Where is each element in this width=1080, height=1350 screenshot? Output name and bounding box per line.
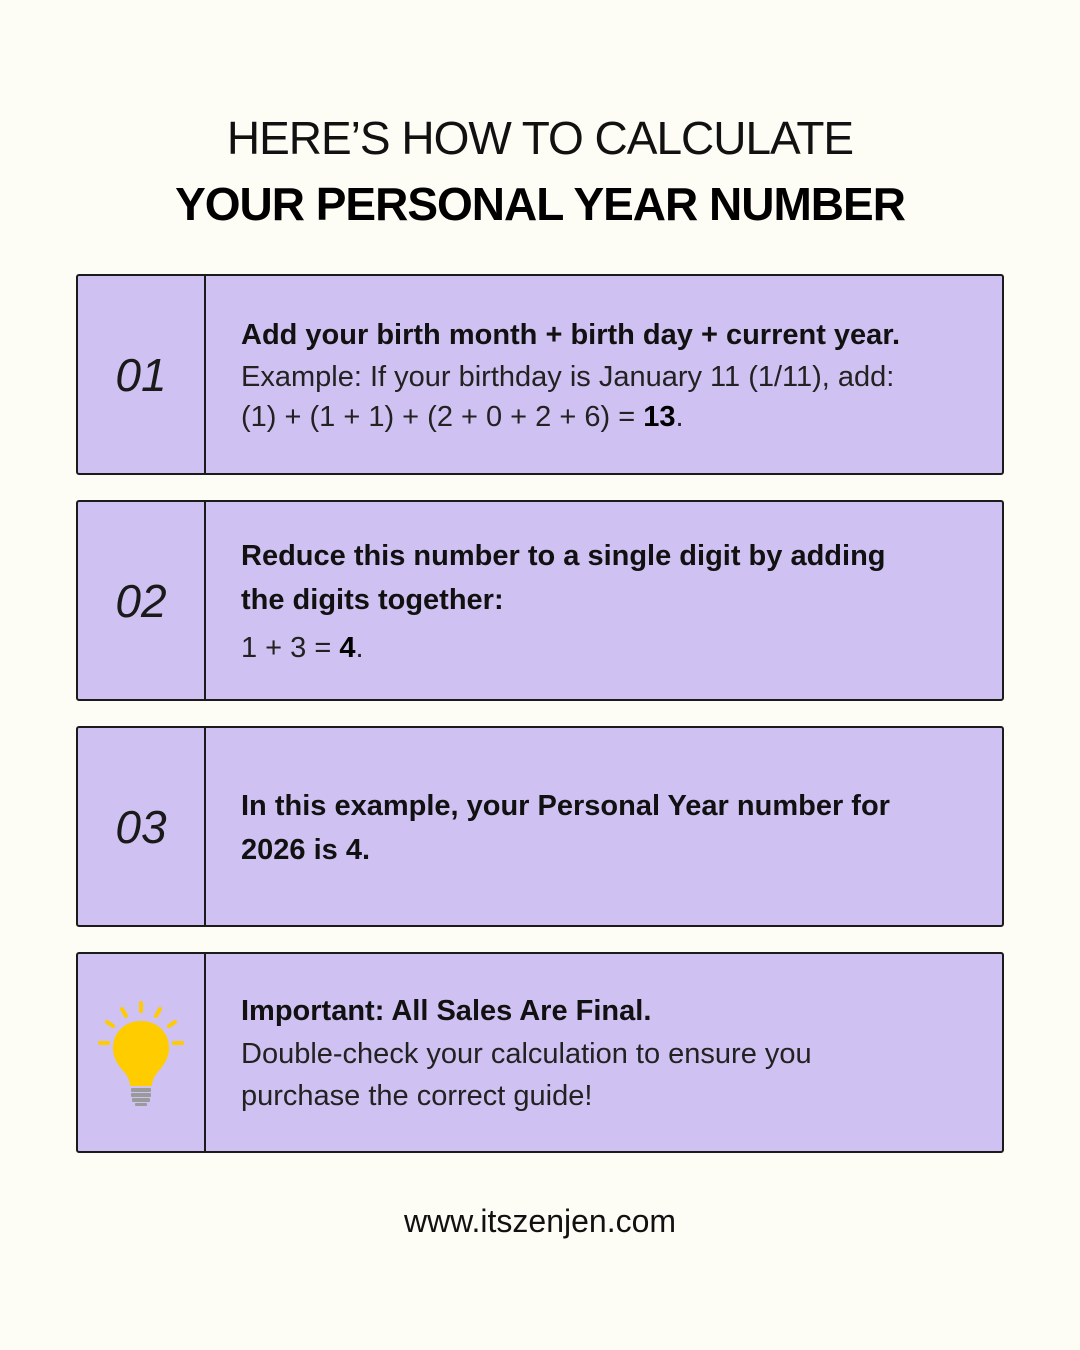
lightbulb-icon	[78, 954, 204, 1151]
card-divider	[204, 728, 206, 925]
lightbulb-icon-graphic	[86, 993, 196, 1113]
step-heading-line-2: the digits together:	[241, 583, 504, 616]
step-number: 02	[115, 574, 167, 627]
step-number: 01	[115, 348, 167, 401]
equation-period: .	[355, 631, 364, 664]
equation-text: 1 + 3 =	[241, 631, 340, 664]
step-body	[241, 628, 962, 668]
equation-result: 4	[339, 631, 356, 664]
step-card-1	[76, 274, 1004, 475]
card-divider	[204, 276, 206, 473]
step-content	[241, 502, 962, 699]
step-heading-line-1: In this example, your Personal Year number for	[241, 790, 890, 822]
step-card-3	[76, 726, 1004, 927]
page-title-line-2: YOUR PERSONAL YEAR NUMBER	[175, 178, 905, 230]
step-heading-line-1: Reduce this number to a single digit by adding	[241, 539, 886, 572]
equation-text: (1) + (1 + 1) + (2 + 0 + 2 + 6) =	[241, 400, 644, 433]
step-card-2	[76, 500, 1004, 701]
note-body-line-1: Double-check your calculation to ensure you	[241, 1037, 812, 1070]
step-content	[241, 276, 962, 473]
note-body-line-2: purchase the correct guide!	[241, 1079, 593, 1112]
equation-result: 13	[643, 400, 676, 433]
website-url: www.itszenjen.com	[403, 1203, 677, 1239]
step-content	[241, 728, 962, 925]
step-heading: Add your birth month + birth day + current year.	[241, 318, 901, 351]
page-title-line-1: HERE’S HOW TO CALCULATE	[226, 112, 854, 164]
card-divider	[204, 954, 206, 1151]
note-content	[241, 954, 962, 1151]
note-card	[76, 952, 1004, 1153]
step-body-line-1: Example: If your birthday is January 11 (1/11), add:	[241, 360, 895, 393]
step-body-line-2	[241, 397, 962, 437]
equation-period: .	[675, 400, 684, 433]
step-number: 03	[115, 800, 167, 853]
note-heading: Important: All Sales Are Final.	[241, 994, 652, 1027]
card-divider	[204, 502, 206, 699]
step-heading-line-2: 2026 is 4.	[241, 834, 370, 866]
